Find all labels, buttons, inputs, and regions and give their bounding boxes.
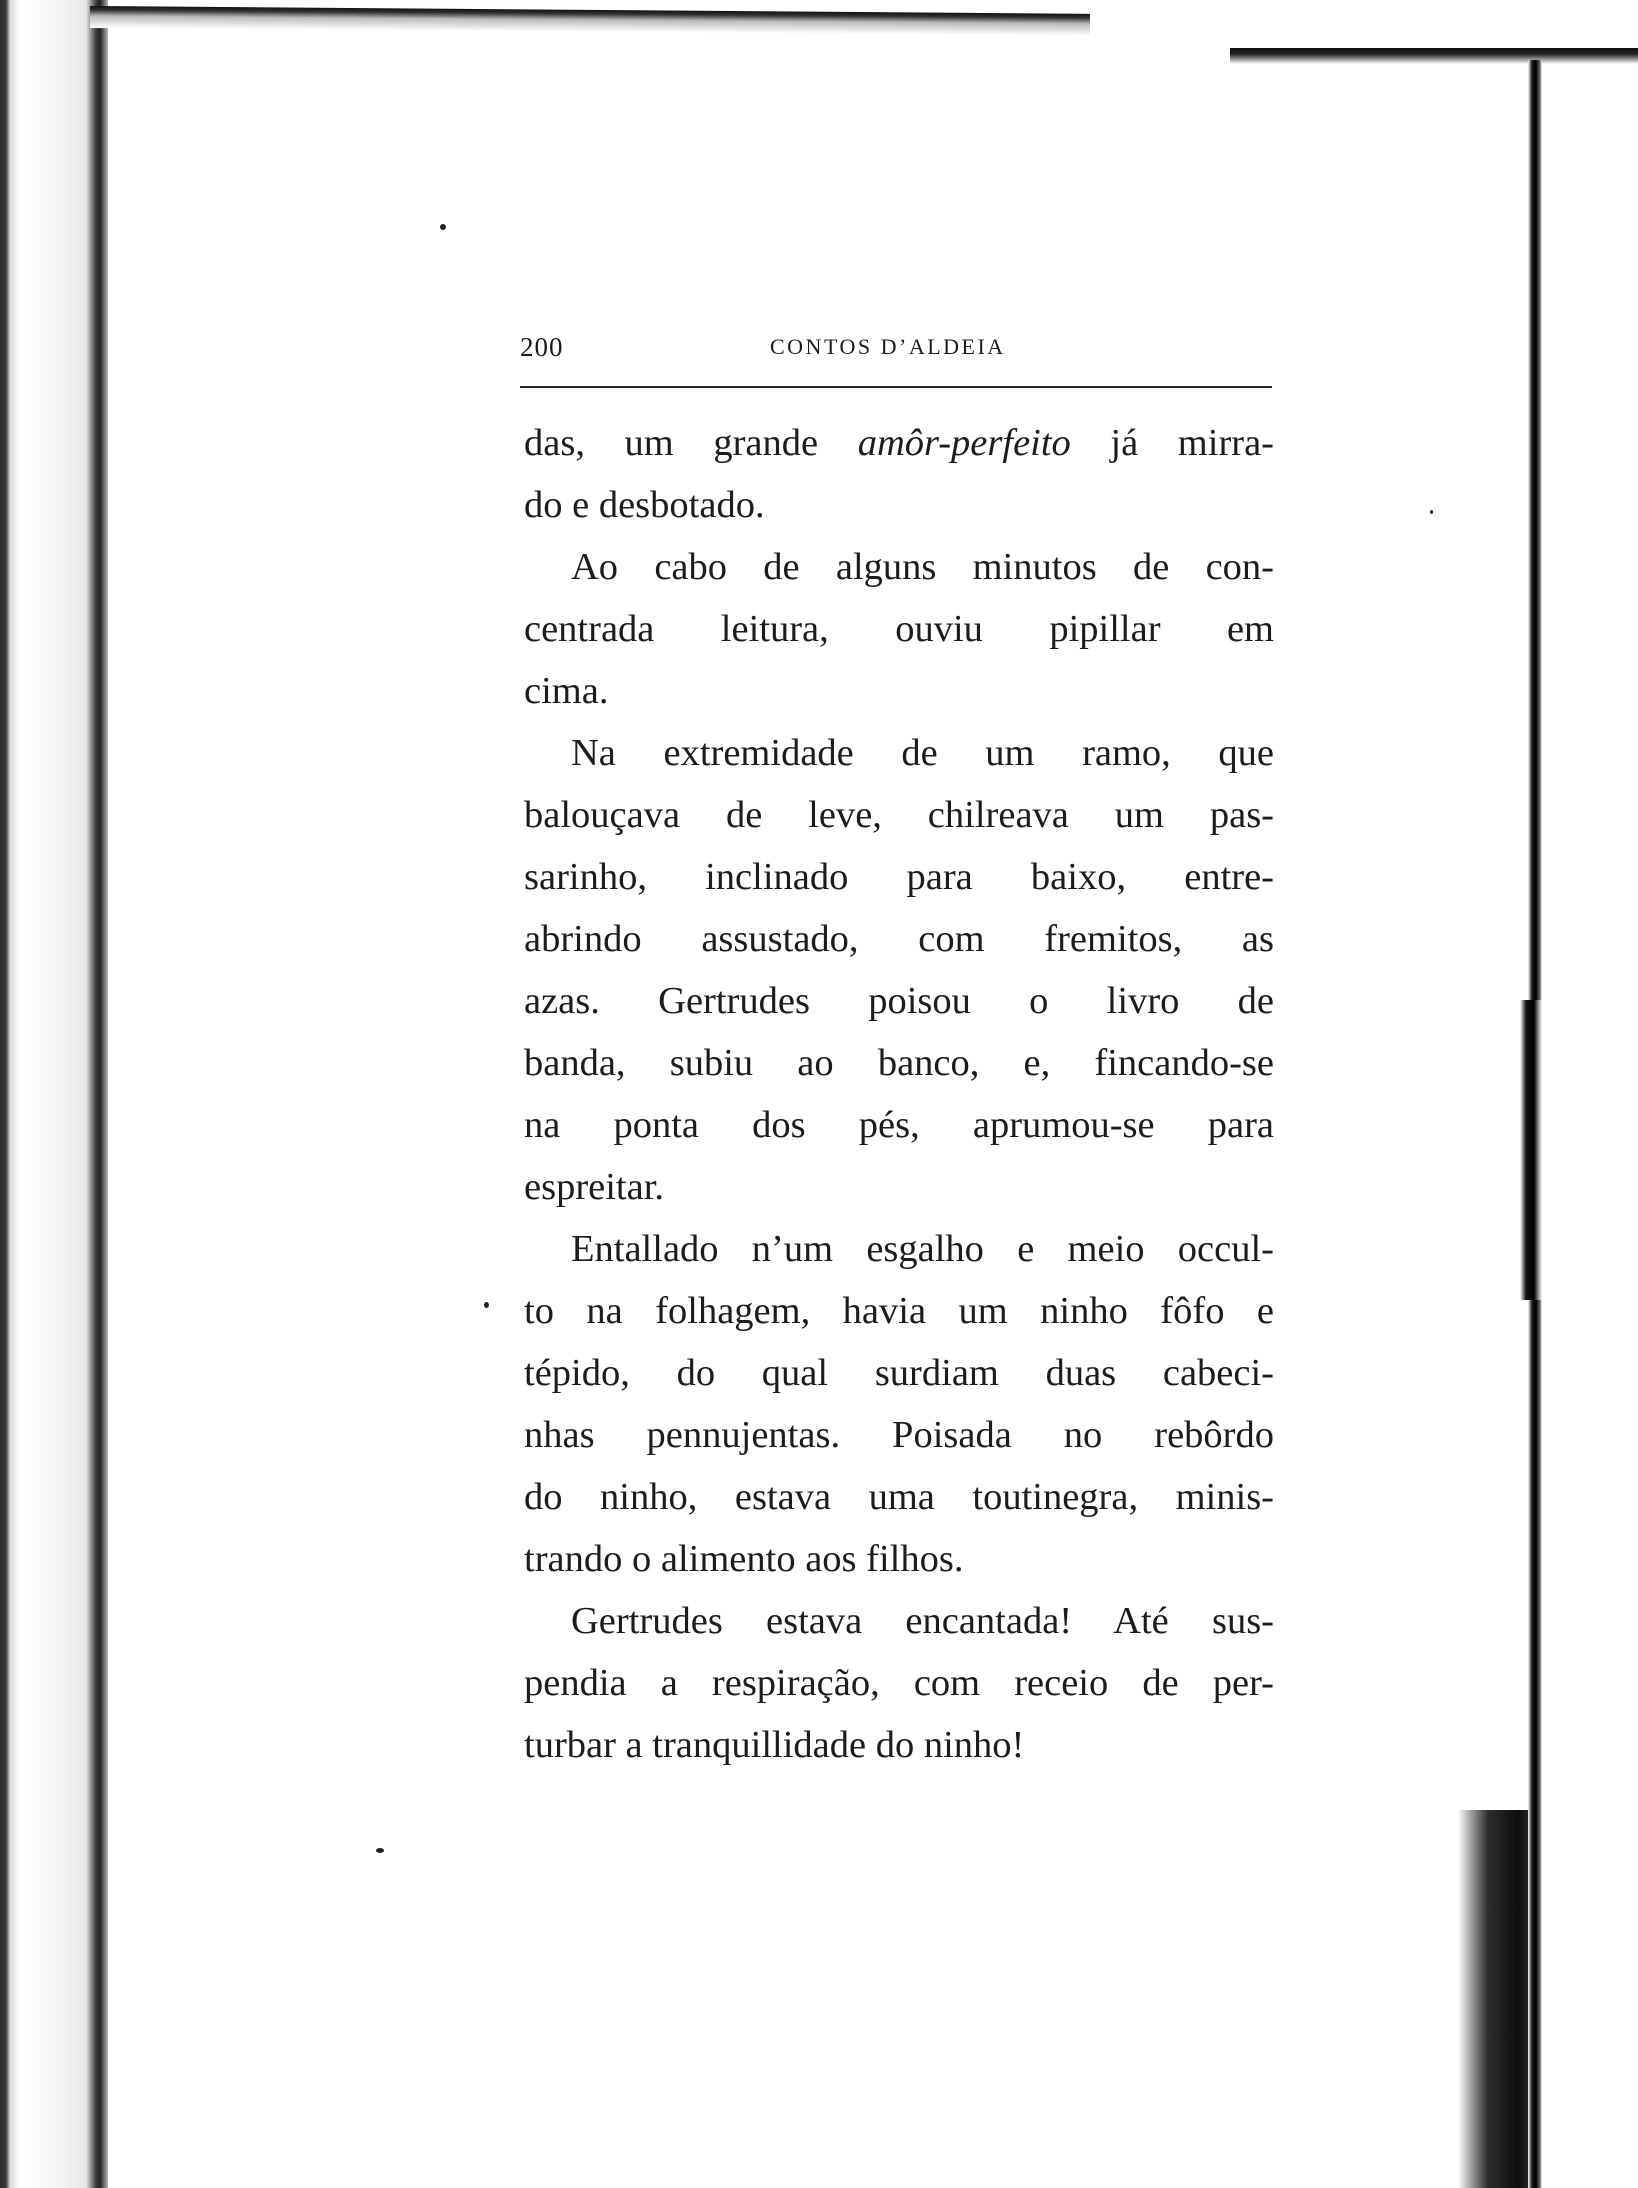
text-line xyxy=(524,722,1274,784)
page-number: 200 xyxy=(520,332,564,362)
text-line xyxy=(524,1404,1274,1466)
text-line xyxy=(524,474,1274,536)
text-line xyxy=(524,536,1274,598)
text-line xyxy=(524,1652,1274,1714)
text-line xyxy=(524,1342,1274,1404)
scan-speck xyxy=(484,1302,489,1308)
text-segment: espreitar. xyxy=(524,1166,665,1208)
scan-shadow-bottom-right xyxy=(1458,1810,1528,2188)
text-segment: Ao cabo de alguns minutos de con- xyxy=(571,546,1274,588)
text-line xyxy=(524,970,1274,1032)
text-line xyxy=(524,1714,1274,1776)
text-segment: sarinho, inclinado para baixo, entre- xyxy=(524,856,1274,898)
text-segment: banda, subiu ao banco, e, fincando-se xyxy=(524,1042,1274,1084)
text-segment: centrada leitura, ouviu pipillar em xyxy=(524,608,1274,650)
text-segment: balouçava de leve, chilreava um pas- xyxy=(524,794,1274,836)
running-title: CONTOS D’ALDEIA xyxy=(770,334,1006,359)
text-line xyxy=(524,1156,1274,1218)
italic-phrase: amôr-perfeito xyxy=(857,422,1071,464)
text-segment: nhas pennujentas. Poisada no rebôrdo xyxy=(524,1414,1274,1456)
text-line xyxy=(524,598,1274,660)
text-segment: trando o alimento aos filhos. xyxy=(524,1538,964,1580)
scan-speck xyxy=(376,1848,384,1853)
text-line xyxy=(524,784,1274,846)
text-line xyxy=(524,1032,1274,1094)
text-segment: na ponta dos pés, aprumou-se para xyxy=(524,1104,1274,1146)
header-rule xyxy=(520,386,1272,388)
scan-speck xyxy=(440,224,446,230)
text-line xyxy=(524,660,1274,722)
text-line xyxy=(524,1218,1274,1280)
text-line xyxy=(524,908,1274,970)
text-line xyxy=(524,1528,1274,1590)
text-segment: Gertrudes estava encantada! Até sus- xyxy=(571,1600,1274,1642)
text-line xyxy=(524,1466,1274,1528)
text-segment: do e desbotado. xyxy=(524,484,765,526)
text-segment: Entallado n’um esgalho e meio occul- xyxy=(571,1228,1274,1270)
text-segment: já mirra- xyxy=(1070,422,1275,464)
text-line xyxy=(524,1094,1274,1156)
text-line xyxy=(524,1590,1274,1652)
text-segment: pendia a respiração, com receio de per- xyxy=(524,1662,1274,1704)
text-segment: azas. Gertrudes poisou o livro de xyxy=(524,980,1274,1022)
text-segment: tépido, do qual surdiam duas cabeci- xyxy=(524,1352,1274,1394)
text-segment: cima. xyxy=(524,670,609,712)
text-line xyxy=(524,412,1274,474)
text-line xyxy=(524,846,1274,908)
scan-edge-right-bulge xyxy=(1520,1000,1542,1300)
text-segment: turbar a tranquillidade do ninho! xyxy=(524,1724,1025,1766)
scan-edge-top xyxy=(90,6,1090,36)
running-head xyxy=(520,332,1272,382)
text-segment: to na folhagem, havia um ninho fôfo e xyxy=(524,1290,1274,1332)
scan-edge-left xyxy=(0,0,108,2188)
text-segment: do ninho, estava uma toutinegra, minis- xyxy=(524,1476,1274,1518)
body-text xyxy=(524,412,1274,1776)
text-line xyxy=(524,1280,1274,1342)
scan-edge-top-right xyxy=(1230,48,1638,66)
text-segment: das, um grande xyxy=(524,422,858,464)
scan-speck xyxy=(1430,510,1433,514)
text-segment: abrindo assustado, com fremitos, as xyxy=(524,918,1274,960)
text-segment: Na extremidade de um ramo, que xyxy=(571,732,1274,774)
